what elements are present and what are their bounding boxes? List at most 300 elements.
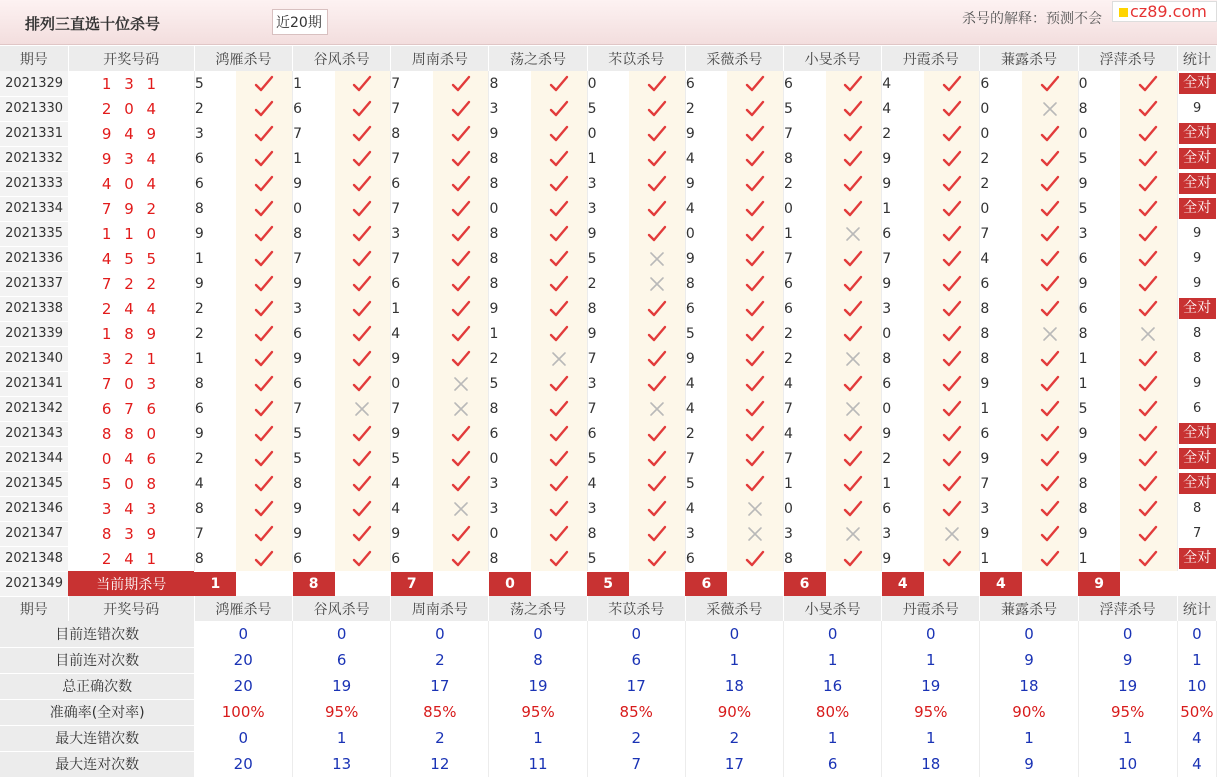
kill-number-cell: 6 (293, 321, 335, 346)
check-icon (745, 300, 765, 318)
kill-number-cell: 2 (194, 321, 236, 346)
result-mark-cell (236, 221, 292, 246)
kill-number-cell: 5 (489, 371, 531, 396)
check-icon (1040, 425, 1060, 443)
result-mark-cell (1120, 496, 1177, 521)
check-icon (352, 150, 372, 168)
result-mark-cell (335, 96, 391, 121)
kill-number-cell: 8 (194, 496, 236, 521)
check-icon (745, 375, 765, 393)
stat-cell (1177, 546, 1216, 571)
summary-value: 17 (685, 751, 783, 777)
check-icon (745, 425, 765, 443)
kill-number-cell: 7 (391, 146, 433, 171)
kill-number-cell: 7 (784, 396, 826, 421)
summary-value: 90% (685, 699, 783, 725)
kill-number-cell: 1 (194, 346, 236, 371)
result-mark-cell (236, 321, 292, 346)
summary-value: 2 (587, 725, 685, 751)
check-icon (1138, 425, 1158, 443)
kill-number-cell: 8 (489, 171, 531, 196)
kill-number-cell: 9 (685, 246, 727, 271)
check-icon (647, 150, 667, 168)
kill-number-cell: 8 (685, 271, 727, 296)
result-mark-cell (1120, 396, 1177, 421)
current-kill-cell (293, 571, 391, 596)
summary-value: 2 (391, 725, 489, 751)
result-mark-cell (629, 321, 685, 346)
table-header-repeat (0, 596, 1217, 621)
summary-label: 最大连错次数 (0, 725, 194, 751)
result-mark-cell (531, 171, 587, 196)
column-header: 开奖号码 (68, 596, 194, 621)
kill-number-cell: 3 (489, 471, 531, 496)
summary-value: 1 (882, 725, 980, 751)
kill-number-cell: 7 (391, 96, 433, 121)
check-icon (451, 200, 471, 218)
kill-number-cell: 1 (1078, 346, 1120, 371)
check-icon (647, 550, 667, 568)
stat-cell: 9 (1192, 251, 1202, 266)
check-icon (1138, 275, 1158, 293)
check-icon (254, 275, 274, 293)
summary-value: 19 (489, 673, 587, 699)
kill-number-cell: 7 (587, 346, 629, 371)
result-mark-cell (433, 146, 489, 171)
result-mark-cell (335, 546, 391, 571)
kill-number-cell: 6 (882, 221, 924, 246)
check-icon (254, 125, 274, 143)
check-icon (1040, 475, 1060, 493)
check-icon (352, 175, 372, 193)
kill-number-cell: 7 (784, 121, 826, 146)
check-icon (254, 475, 274, 493)
kill-number-cell: 1 (980, 396, 1022, 421)
winning-number-cell: 1 3 1 (68, 71, 194, 96)
check-icon (254, 400, 274, 418)
summary-label: 目前连错次数 (0, 621, 194, 647)
kill-number-cell: 0 (1078, 71, 1120, 96)
current-kill-cell (489, 571, 587, 596)
winning-number-cell: 7 9 2 (68, 196, 194, 221)
result-mark-cell (1022, 546, 1078, 571)
result-mark-cell (727, 71, 783, 96)
check-icon (1138, 100, 1158, 118)
kill-number-cell: 8 (293, 221, 335, 246)
result-mark-cell (531, 521, 587, 546)
result-mark-cell (629, 121, 685, 146)
check-icon (549, 475, 569, 493)
stat-cell (1177, 121, 1216, 146)
result-mark-cell (826, 271, 882, 296)
check-icon (843, 175, 863, 193)
result-mark-cell (727, 546, 783, 571)
result-mark-cell (1120, 471, 1177, 496)
stat-cell: 8 (1192, 351, 1202, 366)
result-mark-cell (629, 296, 685, 321)
check-icon (352, 100, 372, 118)
stat-cell: 9 (1192, 276, 1202, 291)
check-icon (647, 500, 667, 518)
check-icon (352, 300, 372, 318)
summary-value: 20 (194, 647, 292, 673)
kill-number-cell: 5 (293, 421, 335, 446)
site-logo[interactable] (1112, 1, 1217, 22)
check-icon (549, 100, 569, 118)
result-mark-cell (433, 171, 489, 196)
check-icon (352, 500, 372, 518)
cross-icon (843, 400, 863, 418)
stat-cell (1177, 471, 1216, 496)
summary-value: 10 (1177, 673, 1216, 699)
period-cell: 2021346 (0, 496, 68, 521)
check-icon (745, 275, 765, 293)
kill-number-cell: 9 (882, 271, 924, 296)
check-icon (451, 75, 471, 93)
result-mark-cell (826, 71, 882, 96)
summary-value: 80% (784, 699, 882, 725)
check-icon (254, 425, 274, 443)
result-mark-cell (1022, 421, 1078, 446)
check-icon (549, 450, 569, 468)
summary-value: 11 (489, 751, 587, 777)
period-filter-select[interactable]: 近20期 (272, 9, 328, 35)
result-mark-cell (1120, 546, 1177, 571)
result-mark-cell (1022, 221, 1078, 246)
result-mark-cell (335, 346, 391, 371)
result-mark-cell (629, 171, 685, 196)
kill-number-cell: 0 (1078, 121, 1120, 146)
column-header: 统计 (1177, 596, 1216, 621)
summary-value: 10 (1078, 751, 1177, 777)
kill-number-cell: 7 (391, 71, 433, 96)
kill-number-cell: 0 (685, 221, 727, 246)
kill-number-cell: 8 (980, 346, 1022, 371)
kill-number-cell: 6 (391, 171, 433, 196)
check-icon (942, 350, 962, 368)
check-icon (647, 75, 667, 93)
check-icon (942, 250, 962, 268)
column-header: 周南杀号 (391, 596, 489, 621)
result-mark-cell (924, 121, 980, 146)
kill-number-cell: 6 (587, 421, 629, 446)
kill-number-cell: 9 (194, 271, 236, 296)
summary-value: 0 (980, 621, 1078, 647)
check-icon (254, 375, 274, 393)
kill-number-cell: 5 (587, 446, 629, 471)
kill-number-cell: 5 (1078, 196, 1120, 221)
current-kill-cell (194, 571, 292, 596)
kill-number-cell: 1 (980, 546, 1022, 571)
cross-icon (647, 400, 667, 418)
winning-number-cell: 1 8 9 (68, 321, 194, 346)
kill-number-cell: 7 (882, 246, 924, 271)
check-icon (254, 150, 274, 168)
result-mark-cell (826, 121, 882, 146)
summary-value: 0 (489, 621, 587, 647)
summary-value: 7 (587, 751, 685, 777)
kill-number-cell: 7 (784, 446, 826, 471)
result-mark-cell (531, 271, 587, 296)
kill-number-cell: 8 (1078, 321, 1120, 346)
summary-value: 18 (685, 673, 783, 699)
check-icon (549, 525, 569, 543)
winning-number-cell: 3 4 3 (68, 496, 194, 521)
kill-number-cell: 9 (1078, 171, 1120, 196)
check-icon (1138, 150, 1158, 168)
table-row (0, 546, 1217, 571)
kill-number-cell: 1 (293, 71, 335, 96)
kill-number-cell: 2 (882, 121, 924, 146)
check-icon (647, 325, 667, 343)
result-mark-cell (335, 271, 391, 296)
all-correct-badge: 全对 (1179, 448, 1216, 469)
period-cell: 2021332 (0, 146, 68, 171)
kill-number-cell: 6 (293, 371, 335, 396)
period-cell: 2021340 (0, 346, 68, 371)
check-icon (352, 75, 372, 93)
kill-number-cell: 9 (882, 146, 924, 171)
check-icon (352, 375, 372, 393)
check-icon (451, 275, 471, 293)
result-mark-cell (236, 271, 292, 296)
kill-number-cell: 6 (784, 296, 826, 321)
column-header: 周南杀号 (391, 46, 489, 71)
cross-icon (352, 400, 372, 418)
result-mark-cell (433, 96, 489, 121)
check-icon (942, 475, 962, 493)
check-icon (647, 450, 667, 468)
check-icon (942, 225, 962, 243)
result-mark-cell (1022, 521, 1078, 546)
check-icon (745, 450, 765, 468)
result-mark-cell (236, 496, 292, 521)
result-mark-cell (236, 296, 292, 321)
check-icon (1040, 75, 1060, 93)
result-mark-cell (1022, 346, 1078, 371)
result-mark-cell (236, 96, 292, 121)
kill-number-cell: 8 (980, 321, 1022, 346)
kill-number-cell: 3 (882, 521, 924, 546)
kill-number-cell: 2 (194, 446, 236, 471)
result-mark-cell (629, 371, 685, 396)
result-mark-cell (531, 396, 587, 421)
result-mark-cell (1022, 171, 1078, 196)
kill-number-cell: 2 (980, 146, 1022, 171)
result-mark-cell (335, 421, 391, 446)
kill-number-cell: 9 (293, 521, 335, 546)
kill-number-cell: 4 (685, 371, 727, 396)
result-mark-cell (433, 121, 489, 146)
result-mark-cell (826, 396, 882, 421)
all-correct-badge: 全对 (1179, 73, 1216, 94)
kill-number-cell: 0 (391, 371, 433, 396)
result-mark-cell (924, 421, 980, 446)
result-mark-cell (335, 171, 391, 196)
result-mark-cell (1120, 521, 1177, 546)
result-mark-cell (236, 396, 292, 421)
check-icon (843, 375, 863, 393)
result-mark-cell (924, 246, 980, 271)
check-icon (549, 200, 569, 218)
explain-text: 杀号的解释：预测不会 (962, 11, 1102, 27)
check-icon (843, 275, 863, 293)
result-mark-cell (531, 546, 587, 571)
check-icon (1040, 500, 1060, 518)
check-icon (549, 425, 569, 443)
kill-number-cell: 6 (293, 546, 335, 571)
result-mark-cell (924, 271, 980, 296)
kill-number-cell: 8 (489, 71, 531, 96)
table-row (0, 121, 1217, 146)
period-cell: 2021338 (0, 296, 68, 321)
result-mark-cell (1120, 296, 1177, 321)
current-kill-number: 1 (194, 572, 236, 596)
current-kill-number: 6 (784, 572, 826, 596)
result-mark-cell (236, 371, 292, 396)
kill-number-cell: 3 (980, 496, 1022, 521)
summary-value: 1 (882, 647, 980, 673)
result-mark-cell (1022, 271, 1078, 296)
result-mark-cell (727, 221, 783, 246)
result-mark-cell (531, 296, 587, 321)
check-icon (942, 500, 962, 518)
kill-number-cell: 8 (489, 271, 531, 296)
kill-number-cell: 6 (391, 271, 433, 296)
column-header: 芣苡杀号 (587, 596, 685, 621)
kill-number-cell: 3 (587, 496, 629, 521)
kill-number-cell: 1 (293, 146, 335, 171)
kill-number-cell: 8 (587, 521, 629, 546)
result-mark-cell (727, 521, 783, 546)
top-bar (0, 0, 1217, 45)
summary-value: 95% (1078, 699, 1177, 725)
table-row (0, 71, 1217, 96)
check-icon (352, 275, 372, 293)
check-icon (451, 100, 471, 118)
check-icon (1138, 450, 1158, 468)
check-icon (942, 100, 962, 118)
kill-number-cell: 0 (784, 196, 826, 221)
result-mark-cell (924, 171, 980, 196)
kill-number-cell: 3 (587, 196, 629, 221)
check-icon (254, 525, 274, 543)
winning-number-cell: 8 8 0 (68, 421, 194, 446)
cross-icon (942, 525, 962, 543)
summary-value: 2 (685, 725, 783, 751)
result-mark-cell (531, 346, 587, 371)
current-kill-cell (391, 571, 489, 596)
kill-number-cell: 0 (489, 521, 531, 546)
result-mark-cell (629, 246, 685, 271)
kill-number-cell: 1 (1078, 371, 1120, 396)
winning-number-cell: 6 7 6 (68, 396, 194, 421)
result-mark-cell (236, 471, 292, 496)
check-icon (745, 200, 765, 218)
cross-icon (1040, 100, 1060, 118)
result-mark-cell (1022, 396, 1078, 421)
kill-number-cell: 9 (1078, 271, 1120, 296)
result-mark-cell (433, 396, 489, 421)
kill-number-cell: 4 (784, 371, 826, 396)
kill-number-cell: 4 (685, 496, 727, 521)
check-icon (1138, 525, 1158, 543)
result-mark-cell (924, 446, 980, 471)
check-icon (1138, 375, 1158, 393)
stat-cell (1177, 146, 1216, 171)
result-mark-cell (924, 321, 980, 346)
kill-number-cell: 3 (685, 521, 727, 546)
result-mark-cell (335, 521, 391, 546)
kill-number-cell: 2 (194, 96, 236, 121)
kill-number-table (0, 46, 1217, 778)
kill-number-cell: 9 (685, 346, 727, 371)
result-mark-cell (531, 246, 587, 271)
kill-number-cell: 9 (293, 171, 335, 196)
kill-number-cell: 9 (980, 446, 1022, 471)
kill-number-cell: 8 (194, 546, 236, 571)
current-kill-cell (1078, 571, 1177, 596)
check-icon (1040, 125, 1060, 143)
check-icon (1138, 300, 1158, 318)
check-icon (1138, 475, 1158, 493)
result-mark-cell (236, 246, 292, 271)
kill-number-cell: 4 (980, 246, 1022, 271)
kill-number-cell: 2 (784, 321, 826, 346)
cross-icon (451, 375, 471, 393)
kill-number-cell: 9 (980, 521, 1022, 546)
summary-value: 1 (1078, 725, 1177, 751)
kill-number-cell: 9 (194, 221, 236, 246)
period-cell: 2021348 (0, 546, 68, 571)
column-header: 蒹露杀号 (980, 46, 1078, 71)
period-cell: 2021341 (0, 371, 68, 396)
column-header: 谷风杀号 (293, 46, 391, 71)
summary-value: 17 (587, 673, 685, 699)
empty-cell (1177, 571, 1216, 596)
stat-cell (1177, 446, 1216, 471)
column-header: 蒹露杀号 (980, 596, 1078, 621)
kill-number-cell: 6 (685, 546, 727, 571)
kill-number-cell: 7 (980, 221, 1022, 246)
current-kill-cell (784, 571, 882, 596)
check-icon (942, 325, 962, 343)
winning-number-cell: 5 0 8 (68, 471, 194, 496)
kill-number-cell: 9 (194, 421, 236, 446)
check-icon (647, 525, 667, 543)
result-mark-cell (727, 346, 783, 371)
summary-value: 20 (194, 751, 292, 777)
check-icon (745, 150, 765, 168)
result-mark-cell (826, 346, 882, 371)
current-kill-number: 6 (685, 572, 727, 596)
kill-number-cell: 6 (784, 71, 826, 96)
result-mark-cell (1120, 146, 1177, 171)
summary-value: 13 (293, 751, 391, 777)
summary-value: 6 (784, 751, 882, 777)
winning-number-cell: 2 4 4 (68, 296, 194, 321)
kill-number-cell: 4 (391, 496, 433, 521)
check-icon (451, 475, 471, 493)
check-icon (254, 225, 274, 243)
result-mark-cell (924, 196, 980, 221)
check-icon (549, 550, 569, 568)
summary-value: 0 (1078, 621, 1177, 647)
result-mark-cell (531, 446, 587, 471)
kill-number-cell: 8 (293, 471, 335, 496)
all-correct-badge: 全对 (1179, 298, 1216, 319)
check-icon (942, 300, 962, 318)
